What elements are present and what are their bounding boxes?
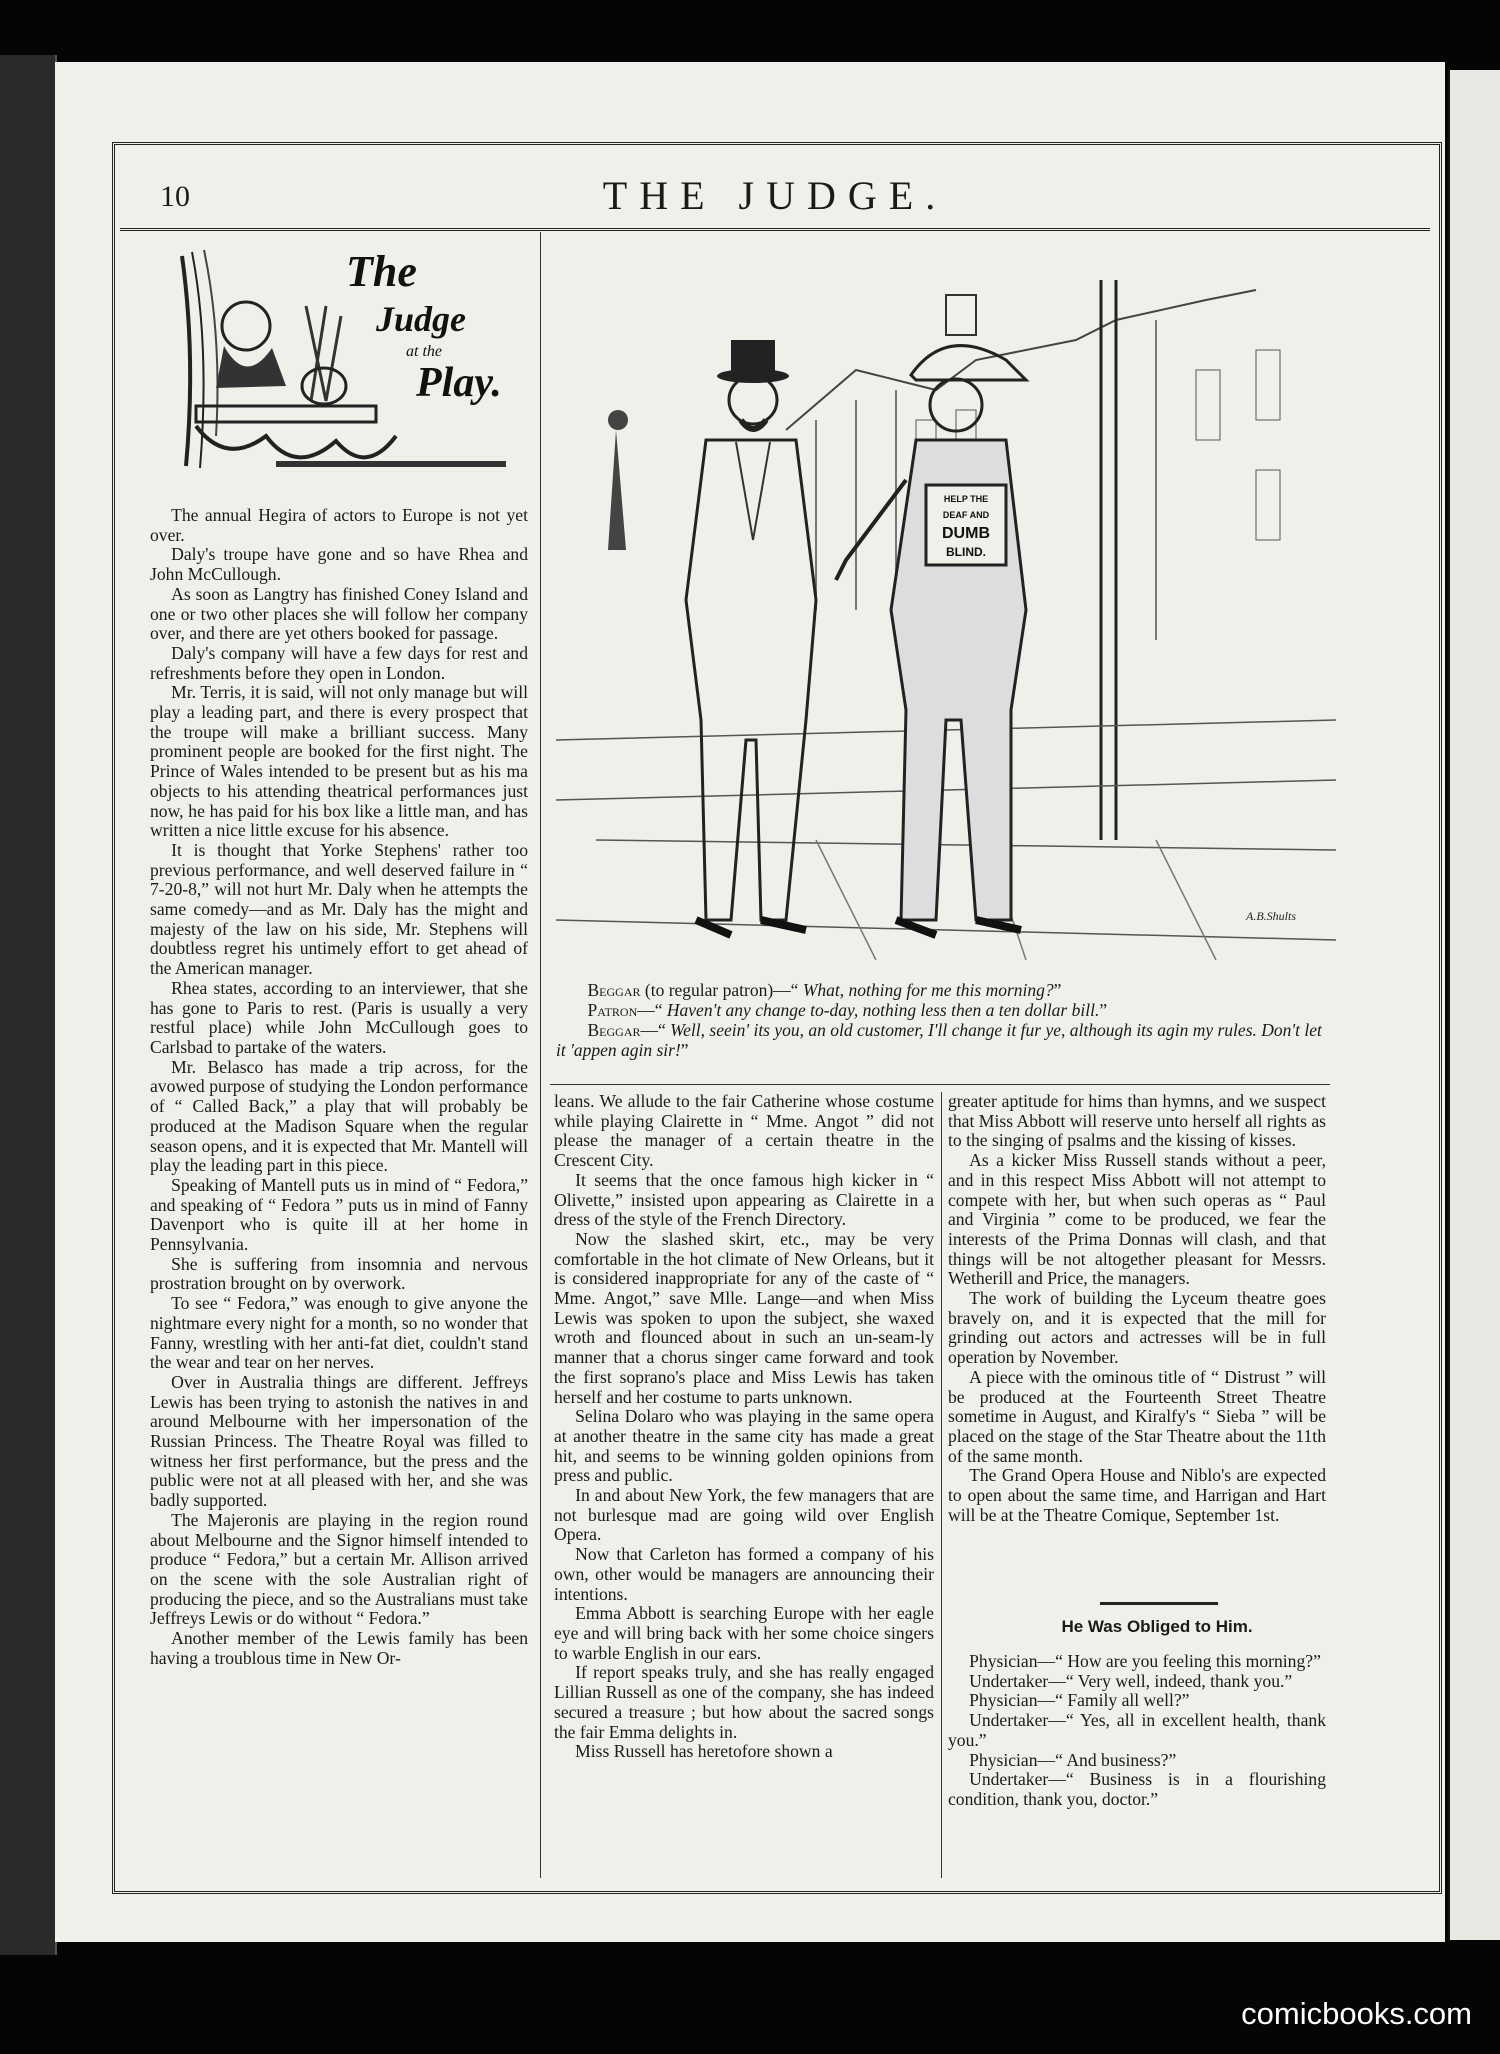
- facing-page-edge: [1448, 70, 1500, 1940]
- paragraph: Miss Russell has heretofore shown a: [575, 1741, 833, 1762]
- svg-text:DUMB: DUMB: [942, 525, 990, 542]
- caption-line-3: Beggar—“ Well, seein' its you, an old customer, I'll change it fur ye, although its agin my rules. Don't let it 'appen agin sir!”: [556, 1020, 1322, 1060]
- paragraph: Over in Australia things are different. Jeffreys Lewis has been trying to astonish the natives in and around Melbourne with her impersonation of the Russian Princess. The Theatre Royal was filled to witness her first performance, but the press and the public were not at all pleased with her, and she was badly supported.: [150, 1371, 528, 1511]
- paragraph: It seems that the once famous high kicker in “ Olivette,” insisted upon appearing as Clairette in a dress of the style of the French Directory.: [554, 1169, 934, 1230]
- column-2-article: [554, 1092, 934, 1762]
- paragraph: A piece with the ominous title of “ Distrust ” will be produced at the Fourteenth Street Theatre sometime in August, and Kiralfy's “ Sieba ” will be placed on the stage of the Star Theatre about the 11th of the same month.: [948, 1366, 1326, 1466]
- paragraph: Emma Abbott is searching Europe with her eagle eye and will bring back with her some choice singers to warble English in our ears.: [554, 1603, 934, 1663]
- caption-line-2: Patron—“ Haven't any change to-day, nothing less then a ten dollar bill.”: [587, 1000, 1108, 1020]
- paragraph: Daly's troupe have gone and so have Rhea and John McCullough.: [150, 544, 528, 585]
- dialogue-line: Physician—“ And business?”: [969, 1749, 1177, 1770]
- svg-text:HELP THE: HELP THE: [943, 494, 989, 504]
- column-rule-left: [540, 232, 541, 1878]
- svg-text:Play.: Play.: [416, 360, 502, 406]
- svg-text:at the: at the: [406, 343, 442, 360]
- paragraph: It is thought that Yorke Stephens' rather too previous performance, and well deserved failure in “ 7-20-8,” will not hurt Mr. Daly when he attempts the same comedy—and as Mr. Daly has the might and majesty of the law on his side, Mr. Stephens will doubtless regret his untimely effort to get ahead of the American manager.: [150, 839, 528, 979]
- cartoon-caption: [556, 980, 1326, 1060]
- section-divider: [1100, 1602, 1218, 1605]
- watermark: comicbooks.com: [1241, 1996, 1472, 2031]
- dialogue-line: Undertaker—“ Yes, all in excellent health, thank you.”: [948, 1710, 1326, 1750]
- dialogue-line: Undertaker—“ Business is in a flourishing condition, thank you, doctor.”: [948, 1769, 1326, 1809]
- dialogue-line: Physician—“ How are you feeling this morning?”: [969, 1651, 1321, 1671]
- paragraph: Speaking of Mantell puts us in mind of “ Fedora,” and speaking of “ Fedora ” puts us in mind of Fanny Davenport who is quite ill at her home in Pennsylvania.: [150, 1174, 528, 1255]
- page-header: [120, 168, 1430, 231]
- paragraph: As soon as Langtry has finished Coney Island and one or two other places she will follow her company over, and there are yet others booked for passage.: [150, 583, 528, 644]
- paragraph: greater aptitude for hims than hymns, and we suspect that Miss Abbott will reserve unto herself all rights as to the singing of psalms and the kissing of kisses.: [948, 1091, 1326, 1151]
- page-number: 10: [160, 180, 190, 213]
- judge-at-the-play-logo: [176, 236, 516, 488]
- paragraph: The work of building the Lyceum theatre goes bravely on, and it is expected that the mill for grinding out actors and actresses will be in full operation by November.: [948, 1288, 1326, 1368]
- svg-text:BLIND.: BLIND.: [946, 545, 986, 559]
- dialogue-line: Undertaker—“ Very well, indeed, thank you.”: [969, 1670, 1293, 1691]
- caption-rule: [550, 1084, 1330, 1085]
- paragraph: If report speaks truly, and she has really engaged Lillian Russell as one of the company, she has indeed secured a treasure ; but how about the sacred songs the fair Emma delights in.: [554, 1662, 934, 1742]
- svg-text:Judge: Judge: [376, 299, 466, 339]
- paragraph: The Grand Opera House and Niblo's are expected to open about the same time, and Harrigan and Hart will be at the Theatre Comique, September 1st.: [948, 1465, 1326, 1525]
- paragraph: Now the slashed skirt, etc., may be very comfortable in the hot climate of New Orleans, but it is considered inappropriate for any of the caste of “ Mme. Angot,” save Mlle. Lange—and when Miss Lewis was spoken to upon the subject, she waxed wroth and flounced about in such an un-seam-ly manner that a chorus singer came forward and took the first soprano's place and Miss Lewis has taken herself and her costume to parts unknown.: [554, 1228, 934, 1407]
- caption-line-1: Beggar (to regular patron)—“ What, nothing for me this morning?”: [587, 980, 1062, 1000]
- dialogue-line: Physician—“ Family all well?”: [969, 1690, 1190, 1711]
- paragraph: leans. We allude to the fair Catherine whose costume while playing Clairette in “ Mme. Angot ” did not please the manager of a certain theatre in the Crescent City.: [554, 1091, 934, 1171]
- paragraph: The annual Hegira of actors to Europe is not yet over.: [150, 505, 528, 545]
- column-3-article: [948, 1092, 1326, 1525]
- paragraph: Daly's company will have a few days for rest and refreshments before they open in London.: [150, 642, 528, 683]
- article-heading: He Was Obliged to Him.: [1061, 1617, 1253, 1636]
- column-1-article: [150, 506, 528, 1668]
- beggar-cartoon-illustration: [556, 280, 1336, 960]
- paragraph: Rhea states, according to an interviewer, that she has gone to Paris to rest. (Paris is usually a very restful place) while John McCullough goes to Carlsbad to partake of the waters.: [150, 977, 528, 1057]
- paragraph: Now that Carleton has formed a company of his own, other would be managers are announcing their intentions.: [554, 1544, 934, 1604]
- paragraph: As a kicker Miss Russell stands without a peer, and in this respect Miss Abbott will not attempt to compete with her, but when such operas as “ Paul and Virginia ” come to be produced, we fear the interests of the Prima Donnas will clash, and that things will be not altogether pleasant for Messrs. Wetherill and Price, the managers.: [948, 1150, 1326, 1289]
- svg-text:DEAF AND: DEAF AND: [942, 510, 990, 520]
- column-rule-middle: [941, 1092, 942, 1878]
- paragraph: Mr. Terris, it is said, will not only manage but will play a leading part, and there is every prospect that the troupe will make a brilliant success. Many prominent people are booked for the first night. The Prince of Wales intended to be present but as his ma objects to his attending theatrical performances just now, he has paid for his box like a little man, and has written a nice little excuse for his absence.: [150, 682, 528, 841]
- paragraph: The Majeronis are playing in the region round about Melbourne and the Signor himself intended to produce “ Fedora,” but a certain Mr. Allison arrived on the scene with the sole Australian right of producing the piece, and so the Australians must take Jeffreys Lewis or do without “ Fedora.”: [150, 1509, 528, 1629]
- paragraph: Mr. Belasco has made a trip across, for the avowed purpose of studying the London performance of “ Called Back,” a play that will probably be produced at the Madison Square when the regular season opens, and it is expected that Mr. Mantell will play the leading part in this piece.: [150, 1056, 528, 1176]
- masthead-title: THE JUDGE.: [602, 173, 948, 218]
- svg-text:The: The: [346, 247, 417, 296]
- artist-signature: A.B.Shults: [1246, 909, 1296, 923]
- column-3-article-2: [948, 1652, 1326, 1810]
- paragraph: Another member of the Lewis family has been having a troublous time in New Or-: [150, 1628, 528, 1668]
- book-binding: [0, 55, 57, 1955]
- paragraph: Selina Dolaro who was playing in the same opera at another theatre in the same city has made a great hit, and seems to be winning golden opinions from press and public.: [554, 1406, 934, 1486]
- paragraph: To see “ Fedora,” was enough to give anyone the nightmare every night for a month, so no wonder that Fanny, wrestling with her anti-fat diet, couldn't stand the wear and tear on her nerves.: [150, 1293, 528, 1373]
- paragraph: In and about New York, the few managers that are not burlesque mad are going wild over English Opera.: [554, 1485, 934, 1545]
- paragraph: She is suffering from insomnia and nervous prostration brought on by overwork.: [150, 1253, 528, 1294]
